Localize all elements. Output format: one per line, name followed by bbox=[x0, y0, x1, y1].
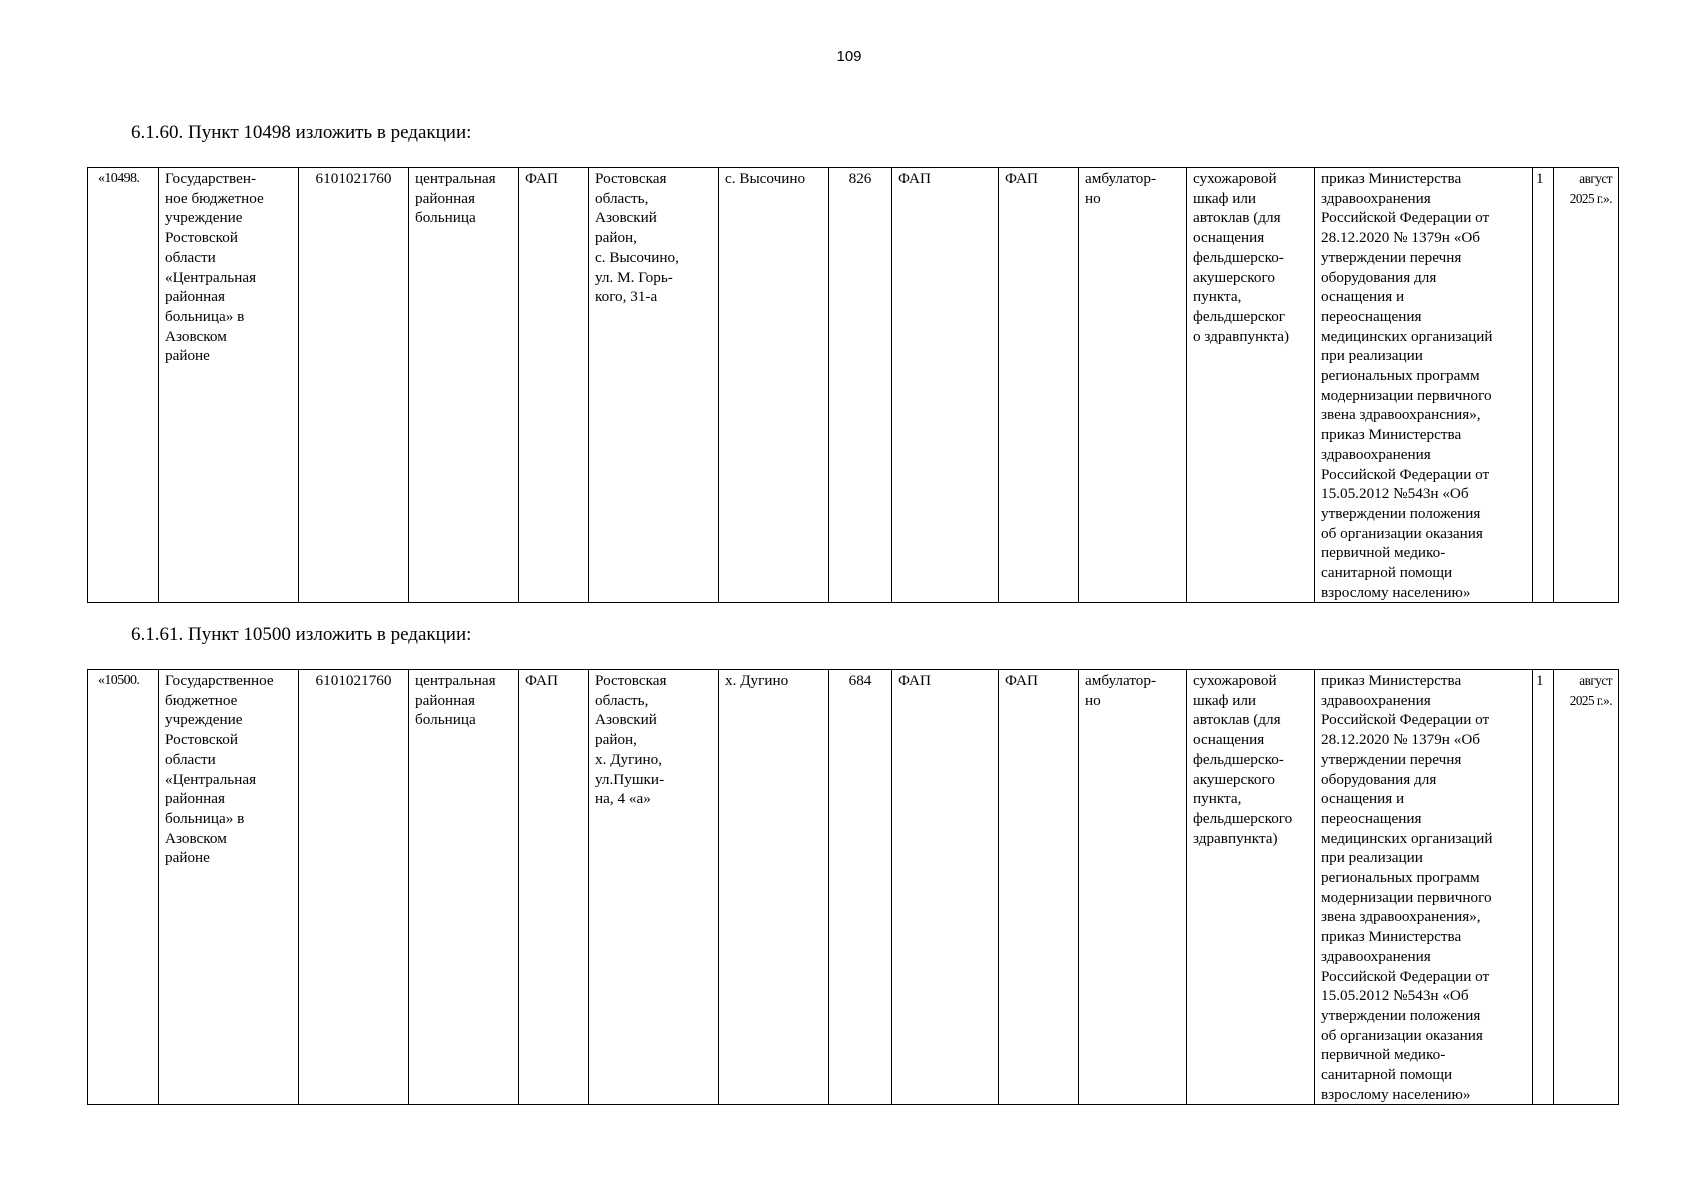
organization-name: Государственное бюджетное учреждение Ростовской области «Центральная районная больница» в Азовском районе bbox=[159, 670, 299, 1105]
deadline: август 2025 г.». bbox=[1554, 670, 1619, 1105]
unit-type-current: ФАП bbox=[892, 168, 999, 603]
legal-basis: приказ Министерства здравоохранения Российской Федерации от 28.12.2020 № 1379н «Об утверждении перечня оборудования для оснащения и переоснащения медицинских организаций при реализации региональных программ модернизации первичного звена здравоохрансния», приказ Министерства здравоохранения Российской Федерации от 15.05.2012 №543н «Об утверждении положения об организации оказания первичной медико- санитарной помощи взрослому населению» bbox=[1315, 168, 1533, 603]
item-number: «10498. bbox=[88, 168, 159, 603]
legal-basis: приказ Министерства здравоохранения Российской Федерации от 28.12.2020 № 1379н «Об утверждении перечня оборудования для оснащения и переоснащения медицинских организаций при реализации региональных программ модернизации первичного звена здравоохранения», приказ Министерства здравоохранения Российской Федерации от 15.05.2012 №543н «Об утверждении положения об организации оказания первичной медико- санитарной помощи взрослому населению» bbox=[1315, 670, 1533, 1105]
address: Ростовская область, Азовский район, с. Высочино, ул. М. Горь- кого, 31-а bbox=[589, 168, 719, 603]
settlement: х. Дугино bbox=[719, 670, 829, 1105]
section-heading-6-1-61: 6.1.61. Пункт 10500 изложить в редакции: bbox=[131, 624, 472, 645]
table-item-10498 bbox=[87, 167, 1619, 603]
quantity: 1 bbox=[1533, 168, 1554, 603]
organization-name: Государствен- ное бюджетное учреждение Ростовской области «Центральная районная больница» в Азовском районе bbox=[159, 168, 299, 603]
organization-type: центральная районная больница bbox=[409, 670, 519, 1105]
care-type: амбулатор- но bbox=[1079, 168, 1187, 603]
table-row bbox=[88, 168, 1619, 603]
unit-type-current: ФАП bbox=[892, 670, 999, 1105]
inn: 6101021760 bbox=[299, 670, 409, 1105]
deadline: август 2025 г.». bbox=[1554, 168, 1619, 603]
table-item-10500 bbox=[87, 669, 1619, 1105]
care-type: амбулатор- но bbox=[1079, 670, 1187, 1105]
section-heading-6-1-60: 6.1.60. Пункт 10498 изложить в редакции: bbox=[131, 122, 472, 143]
page-number: 109 bbox=[836, 48, 862, 65]
quantity: 1 bbox=[1533, 670, 1554, 1105]
equipment: сухожаровой шкаф или автоклав (для оснащения фельдшерско- акушерского пункта, фельдшерског о здравпункта) bbox=[1187, 168, 1315, 603]
unit-type-target: ФАП bbox=[999, 670, 1079, 1105]
unit-type-target: ФАП bbox=[999, 168, 1079, 603]
population: 684 bbox=[829, 670, 892, 1105]
item-number: «10500. bbox=[88, 670, 159, 1105]
table-row bbox=[88, 670, 1619, 1105]
unit-type: ФАП bbox=[519, 168, 589, 603]
unit-type: ФАП bbox=[519, 670, 589, 1105]
equipment: сухожаровой шкаф или автоклав (для оснащения фельдшерско- акушерского пункта, фельдшерского здравпункта) bbox=[1187, 670, 1315, 1105]
inn: 6101021760 bbox=[299, 168, 409, 603]
address: Ростовская область, Азовский район, х. Дугино, ул.Пушки- на, 4 «а» bbox=[589, 670, 719, 1105]
population: 826 bbox=[829, 168, 892, 603]
organization-type: центральная районная больница bbox=[409, 168, 519, 603]
settlement: с. Высочино bbox=[719, 168, 829, 603]
